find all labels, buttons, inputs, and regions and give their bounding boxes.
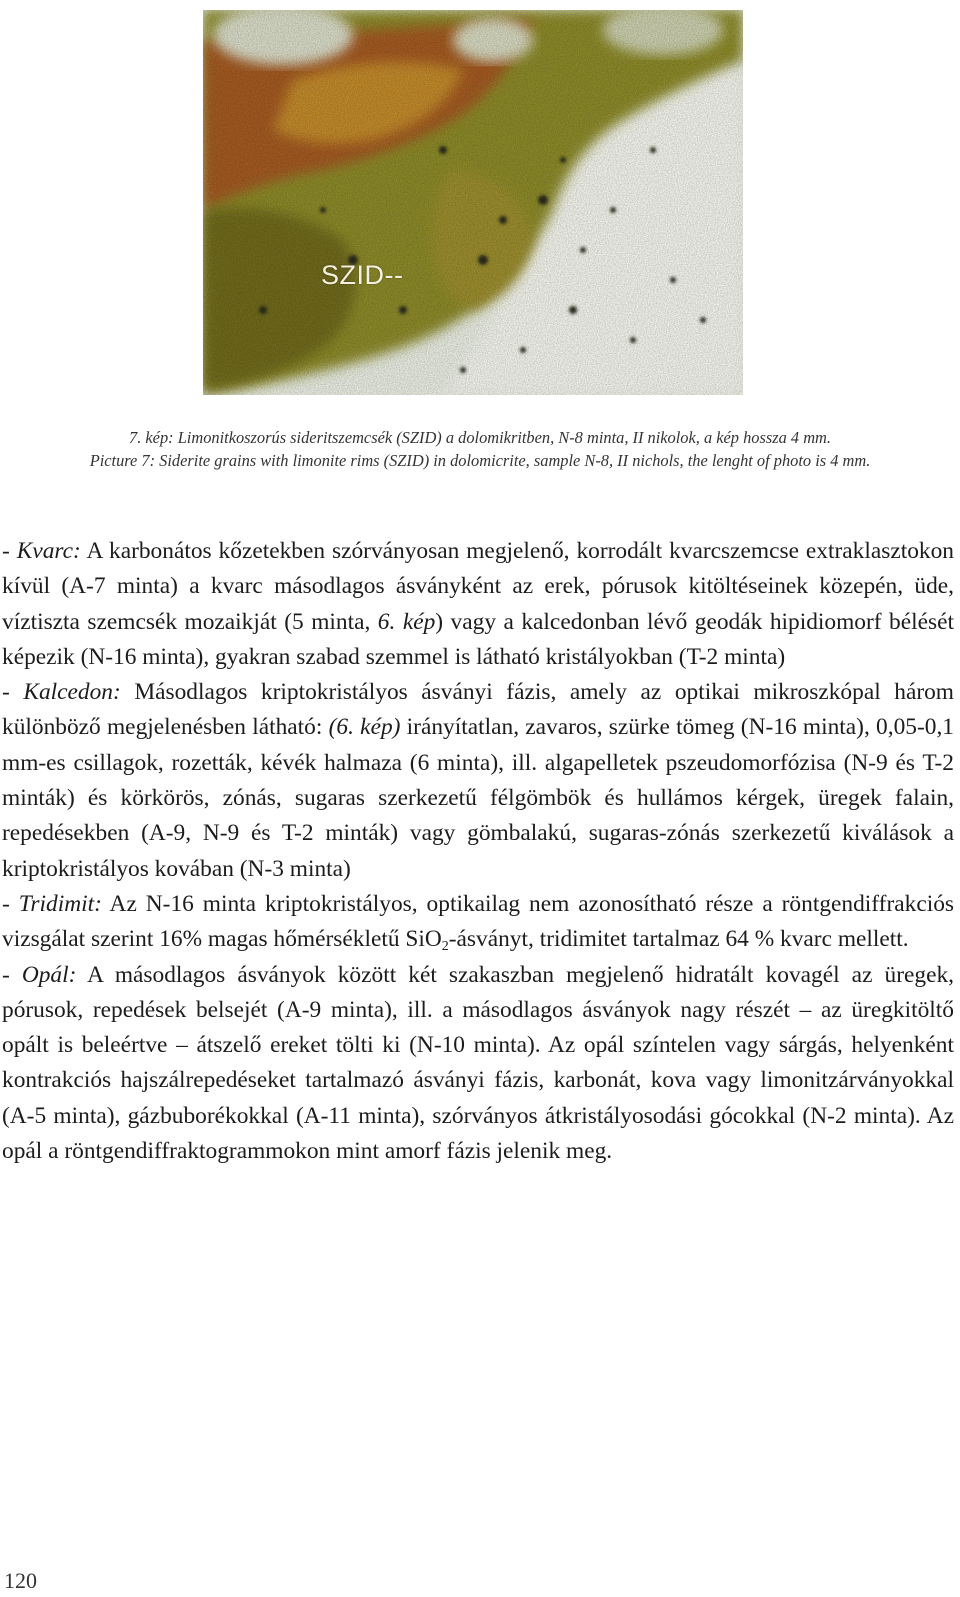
paragraph-kalcedon (2, 675, 954, 887)
figure-reference: 6. kép (377, 608, 436, 635)
paragraph-opal (2, 958, 954, 1170)
kvarc-text-1: A karbonátos kőzetekben szórványosan megjelenő, korrodált kvarcszemcse extraklasztokon kívül (A-7 minta) a kvarc másodlagos ásványként az erek, pórusok kitöltéseinek közepén, üde, víztiszta szemcsék mozaikját (5 minta, (2, 538, 954, 635)
tridimit-text-2: -ásványt, tridimitet tartalmaz 64 % kvarc mellett. (448, 926, 909, 953)
caption-english: Picture 7: Siderite grains with limonite rims (SZID) in dolomicrite, sample N-8, II nichols, the lenght of photo is 4 mm. (89, 451, 871, 470)
body-text (2, 534, 954, 1169)
bullet-dash: - (2, 890, 19, 917)
micrograph-figure (203, 10, 743, 395)
figure-reference: (6. kép) (328, 714, 401, 741)
term-kvarc: Kvarc: (16, 538, 81, 564)
opal-text-1: A másodlagos ásványok között két szakaszban megjelenő hidratált kovagél az üregek, pórusok, repedések belsejét (A-9 minta), ill. a másodlagos ásványok nagy részét – az üregkitöltő opált is beleértve – átszelő ereket tölti ki (N-10 minta). Az opál színtelen vagy sárgás, helyenként kontrakciós hajszálrepedéseket tartalmazó ásványi fázis, karbonát, kova vagy limonitzárványokkal (A-5 minta), gázbuborékokkal (A-11 minta), szórványos átkristályosodási gócokkal (N-2 minta). Az opál a röntgendiffraktogrammokon mint amorf fázis jelenik meg. (2, 961, 954, 1165)
kalcedon-text-1: Másodlagos kriptokristályos ásványi fázis, amely az optikai mikroszkópal három különböző megjelenésben látható: (2, 679, 955, 741)
tridimit-text-1: Az N-16 minta kriptokristályos, optikailag nem azonosítható része a röntgendiffrakciós vizsgálat szerint 16% magas hőmérsékletű SiO (2, 890, 954, 953)
figure-caption (0, 426, 960, 472)
term-tridimit: Tridimit: (18, 890, 102, 917)
bullet-dash: - (2, 679, 24, 706)
bullet-dash: - (2, 961, 22, 988)
subscript-2: 2 (441, 939, 449, 955)
kalcedon-text-2: irányítatlan, zavaros, szürke tömeg (N-16 minta), 0,05-0,1 mm-es csillagok, rozetták, kévék halmaza (6 minta), ill. algapelletek pszeudomorfózisa (N-9 és T-2 minták) és körkörös, zónás, sugaras szerkezetű félgömbök és hullámos kérgek, üregek falain, repedésekben (A-9, N-9 és T-2 minták) vagy gömbalakú, sugaras-zónás szerkezetű kiválások a kriptokristályos kovában (N-3 minta) (2, 714, 954, 882)
micrograph-image (203, 10, 743, 395)
term-opal: Opál: (21, 961, 77, 988)
paragraph-kvarc (2, 534, 954, 675)
paragraph-tridimit (2, 887, 954, 958)
page-number: 120 (4, 1568, 37, 1593)
caption-hungarian: 7. kép: Limonitkoszorús sideritszemcsék (SZID) a dolomikritben, N-8 minta, II nikolok, a kép hossza 4 mm. (129, 428, 831, 447)
kvarc-text-2: ) vagy a kalcedonban lévő geodák hipidiomorf bélését képezik (N-16 minta), gyakran szabad szemmel is látható kristályokban (T-2 minta) (2, 608, 954, 670)
term-kalcedon: Kalcedon: (23, 679, 121, 706)
photo-label: SZID-- (321, 260, 404, 290)
bullet-dash: - (2, 538, 17, 564)
